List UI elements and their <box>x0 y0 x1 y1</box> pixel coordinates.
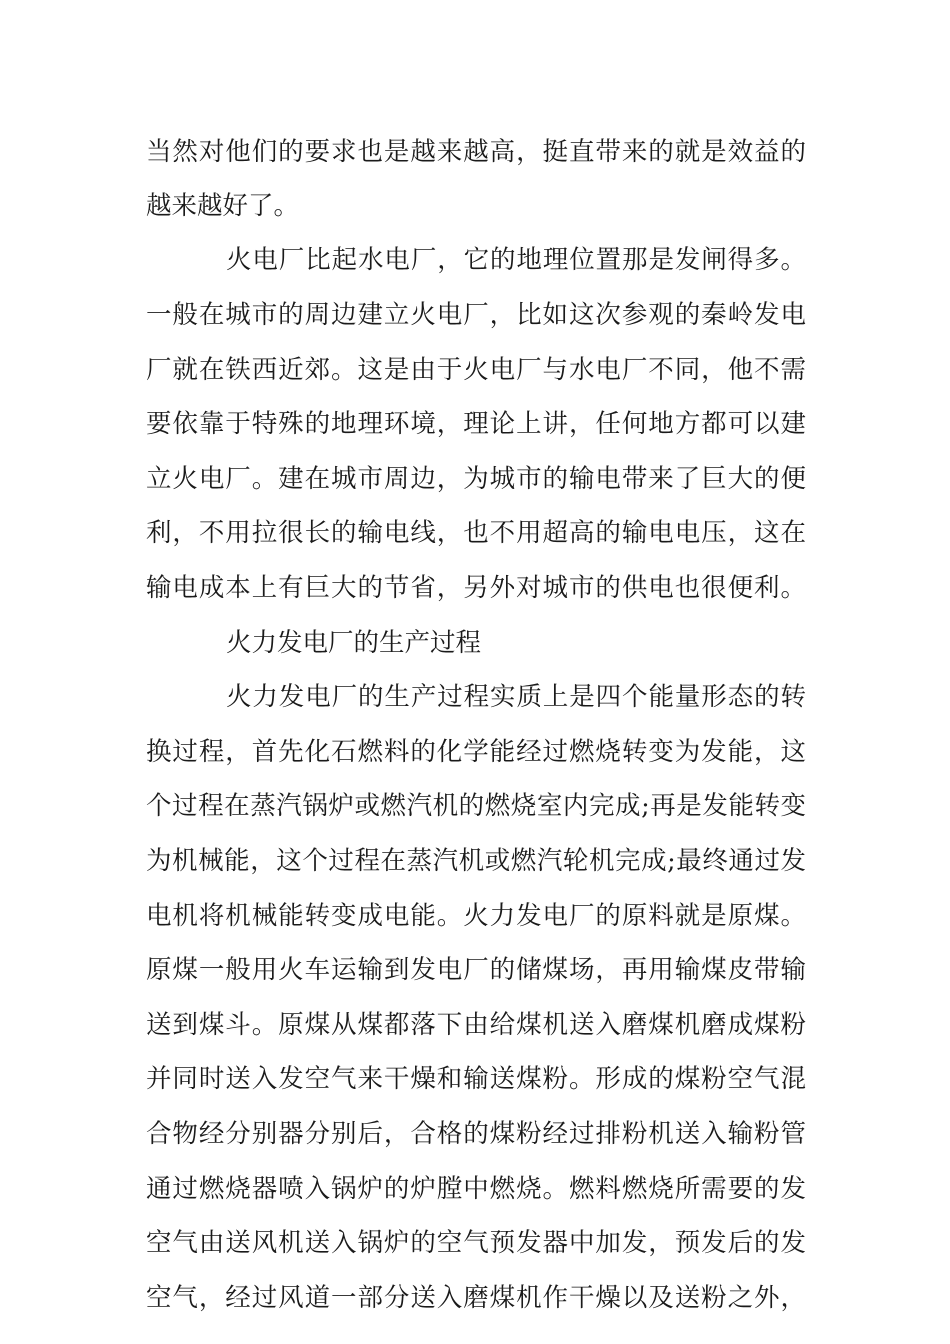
text-line: 火电厂比起水电厂，它的地理位置那是发闸得多。 <box>226 245 806 275</box>
text-line: 越来越好了。 <box>146 191 300 221</box>
text-line: 一般在城市的周边建立火电厂，比如这次参观的秦岭发电 <box>146 300 806 330</box>
text-line: 为机械能，这个过程在蒸汽机或燃汽轮机完成;最终通过发 <box>146 846 806 876</box>
text-line: 空气，经过风道一部分送入磨煤机作干燥以及送粉之外， <box>146 1283 806 1313</box>
text-line: 火力发电厂的生产过程实质上是四个能量形态的转 <box>226 682 806 712</box>
text-line: 输电成本上有巨大的节省，另外对城市的供电也很便利。 <box>146 573 806 603</box>
text-line: 利，不用拉很长的输电线，也不用超高的输电电压，这在 <box>146 518 806 548</box>
text-line: 个过程在蒸汽锅炉或燃汽机的燃烧室内完成;再是发能转变 <box>146 791 806 821</box>
text-line: 换过程，首先化石燃料的化学能经过燃烧转变为发能，这 <box>146 737 806 767</box>
text-line: 空气由送风机送入锅炉的空气预发器中加发，预发后的发 <box>146 1228 806 1258</box>
text-line: 电机将机械能转变成电能。火力发电厂的原料就是原煤。 <box>146 901 806 931</box>
section-heading: 火力发电厂的生产过程 <box>226 628 482 658</box>
text-line: 要依靠于特殊的地理环境，理论上讲，任何地方都可以建 <box>146 409 806 439</box>
text-line: 立火电厂。建在城市周边，为城市的输电带来了巨大的便 <box>146 464 806 494</box>
text-line: 合物经分别器分别后，合格的煤粉经过排粉机送入输粉管 <box>146 1119 806 1149</box>
text-line: 原煤一般用火车运输到发电厂的储煤场，再用输煤皮带输 <box>146 955 806 985</box>
text-line: 通过燃烧器喷入锅炉的炉膛中燃烧。燃料燃烧所需要的发 <box>146 1174 806 1204</box>
text-line: 厂就在铁西近郊。这是由于火电厂与水电厂不同，他不需 <box>146 355 806 385</box>
text-line: 并同时送入发空气来干燥和输送煤粉。形成的煤粉空气混 <box>146 1064 806 1094</box>
text-line: 当然对他们的要求也是越来越高，挺直带来的就是效益的 <box>146 137 806 167</box>
text-line: 送到煤斗。原煤从煤都落下由给煤机送入磨煤机磨成煤粉 <box>146 1010 806 1040</box>
